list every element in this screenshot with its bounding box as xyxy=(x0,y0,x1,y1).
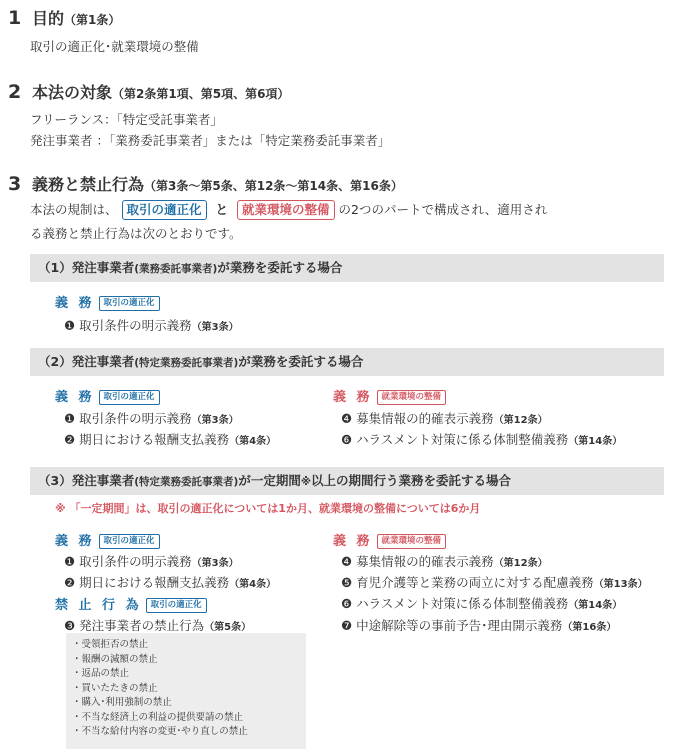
case-3-right-item-3-ref: （第14条） xyxy=(568,600,623,611)
case-2-right-tag: 就業環境の整備 xyxy=(377,390,447,405)
case-3-right-item-2-text: ❺ 育児介護等と業務の両立に対する配慮義務 xyxy=(341,575,594,590)
case-3-note: ※ 「一定期間」は、取引の適正化については1か月、就業環境の整備については6か月 xyxy=(55,502,481,515)
case-3-right-item-1-ref: （第12条） xyxy=(493,558,548,569)
section-3-intro-line-1 xyxy=(30,200,547,220)
case-2-left-item-1 xyxy=(64,409,239,427)
section-1-heading xyxy=(8,6,120,29)
case-3-left-item-1 xyxy=(64,552,239,570)
case-3-right-item-1 xyxy=(341,552,548,570)
case-3-kinshi-label: 禁 止 行 為 xyxy=(55,598,142,613)
case-3-left-label-row xyxy=(55,530,160,549)
case-1-gimu-tag: 取引の適正化 xyxy=(99,296,160,311)
case-3-left-item-3 xyxy=(64,616,251,634)
case-1-gimu-label: 義 務 xyxy=(55,296,95,311)
prohibited-item: ・不当な給付内容の変更･やり直しの禁止 xyxy=(72,726,248,737)
case-2-right-item-1-text: ❹ 募集情報の的確表示義務 xyxy=(341,411,494,426)
case-3-kinshi-row xyxy=(55,594,207,613)
case-2-right-item-1 xyxy=(341,409,548,427)
case-1-bar xyxy=(30,254,664,282)
section-3-intro-line-2: る義務と禁止行為は次のとおりです。 xyxy=(30,226,242,241)
case-3-right-item-4 xyxy=(341,616,616,634)
case-3-left-item-2-text: ❷ 期日における報酬支払義務 xyxy=(64,575,230,590)
case-2-right-item-2 xyxy=(341,430,622,448)
prohibited-item: ・返品の禁止 xyxy=(72,668,130,679)
section-2-heading xyxy=(8,80,289,103)
case-1-title-c: が業務を委託する場合 xyxy=(217,260,343,275)
case-3-left-item-2 xyxy=(64,573,276,591)
case-1-title-a: （1）発注事業者 xyxy=(38,260,135,275)
case-3-left-tag: 取引の適正化 xyxy=(99,534,160,549)
case-2-title xyxy=(30,348,664,377)
case-3-right-item-4-text: ❼ 中途解除等の事前予告･理由開示義務 xyxy=(341,618,563,633)
case-2-left-item-1-text: ❶ 取引条件の明示義務 xyxy=(64,411,192,426)
case-3-left-item-1-ref: （第3条） xyxy=(191,558,239,569)
case-2-right-item-1-ref: （第12条） xyxy=(493,415,548,426)
section-2-title: 本法の対象 xyxy=(32,83,113,102)
case-3-right-item-2-ref: （第13条） xyxy=(593,579,648,590)
case-3-left-label: 義 務 xyxy=(55,534,95,549)
case-3-title-e: 以上の期間行う業務を委託する場合 xyxy=(311,473,512,488)
case-2-left-tag: 取引の適正化 xyxy=(99,390,160,405)
section-1-title: 目的 xyxy=(32,9,65,28)
tag-torihiki-tekiseika: 取引の適正化 xyxy=(122,200,207,220)
section-3-number: 3 xyxy=(8,173,22,195)
case-3-right-item-3 xyxy=(341,594,622,612)
case-2-title-c: が業務を委託する場合 xyxy=(238,354,364,369)
prohibited-acts-list xyxy=(66,633,306,749)
case-2-right-item-2-ref: （第14条） xyxy=(568,436,623,447)
section-3-title: 義務と禁止行為 xyxy=(32,175,145,194)
case-2-left-label-row xyxy=(55,386,160,405)
case-3-right-label: 義 務 xyxy=(333,534,373,549)
prohibited-item: ・受領拒否の禁止 xyxy=(72,639,149,650)
case-1-title-b: (業務委託事業者) xyxy=(134,263,218,275)
case-3-right-tag: 就業環境の整備 xyxy=(377,534,447,549)
prohibited-item: ・不当な経済上の利益の提供要請の禁止 xyxy=(72,711,244,723)
case-2-left-item-2-text: ❷ 期日における報酬支払義務 xyxy=(64,432,230,447)
case-2-left-item-2-ref: （第4条） xyxy=(229,436,277,447)
case-2-left-label: 義 務 xyxy=(55,390,95,405)
section-3-heading xyxy=(8,172,403,195)
case-3-right-item-2 xyxy=(341,573,648,591)
case-3-right-item-1-text: ❹ 募集情報の的確表示義務 xyxy=(341,554,494,569)
case-2-bar xyxy=(30,348,664,376)
section-2-line-1: フリーランス：「特定受託事業者」 xyxy=(30,112,223,127)
case-3-left-item-3-text: ❸ 発注事業者の禁止行為 xyxy=(64,618,205,633)
case-2-right-label-row xyxy=(333,386,446,405)
section-1-ref: （第1条） xyxy=(64,13,121,27)
prohibited-item: ・購入･利用強制の禁止 xyxy=(72,697,172,708)
case-3-left-item-2-ref: （第4条） xyxy=(229,579,277,590)
case-2-left-item-2 xyxy=(64,430,276,448)
case-2-right-item-2-text: ❻ ハラスメント対策に係る体制整備義務 xyxy=(341,432,569,447)
section-1-text: 取引の適正化･就業環境の整備 xyxy=(30,39,199,54)
case-3-title-d: ※ xyxy=(300,476,312,488)
section-2-line-2: 発注事業者 ：「業務委託事業者」または「特定業務委託事業者」 xyxy=(30,133,391,148)
prohibited-item: ・買いたたきの禁止 xyxy=(72,682,158,694)
case-2-title-a: （2）発注事業者 xyxy=(38,354,135,369)
case-3-title-b: (特定業務委託事業者) xyxy=(134,476,239,488)
case-1-gimu-row xyxy=(55,292,160,311)
prohibited-item: ・報酬の減額の禁止 xyxy=(72,653,158,665)
case-3-right-label-row xyxy=(333,530,446,549)
case-3-title xyxy=(30,467,664,496)
intro-text-a: 本法の規制は、 xyxy=(30,202,118,217)
case-2-right-label: 義 務 xyxy=(333,390,373,405)
case-2-title-b: (特定業務委託事業者) xyxy=(134,357,239,369)
intro-text-c: の2つのパートで構成され、適用され xyxy=(338,202,548,217)
case-2-left-item-1-ref: （第3条） xyxy=(191,415,239,426)
case-1-item-1 xyxy=(64,316,239,334)
section-1-number: 1 xyxy=(8,7,22,29)
case-3-title-c: が一定期間 xyxy=(238,473,301,488)
case-3-left-item-3-ref: （第5条） xyxy=(204,622,252,633)
case-1-item-1-ref: （第3条） xyxy=(191,322,239,333)
case-3-left-item-1-text: ❶ 取引条件の明示義務 xyxy=(64,554,192,569)
case-1-item-1-text: ❶ 取引条件の明示義務 xyxy=(64,318,192,333)
case-3-title-a: （3）発注事業者 xyxy=(38,473,135,488)
case-1-title xyxy=(30,254,664,283)
intro-text-b: と xyxy=(215,202,229,217)
case-3-right-item-3-text: ❻ ハラスメント対策に係る体制整備義務 xyxy=(341,596,569,611)
case-3-kinshi-tag: 取引の適正化 xyxy=(146,598,207,613)
section-2-ref: （第2条第1項、第5項、第6項） xyxy=(112,87,290,101)
section-2-number: 2 xyxy=(8,81,22,103)
case-3-bar xyxy=(30,467,664,495)
tag-shugyo-kankyo: 就業環境の整備 xyxy=(237,200,335,220)
case-3-right-item-4-ref: （第16条） xyxy=(562,622,617,633)
section-3-ref: （第3条〜第5条、第12条〜第14条、第16条） xyxy=(144,179,403,193)
